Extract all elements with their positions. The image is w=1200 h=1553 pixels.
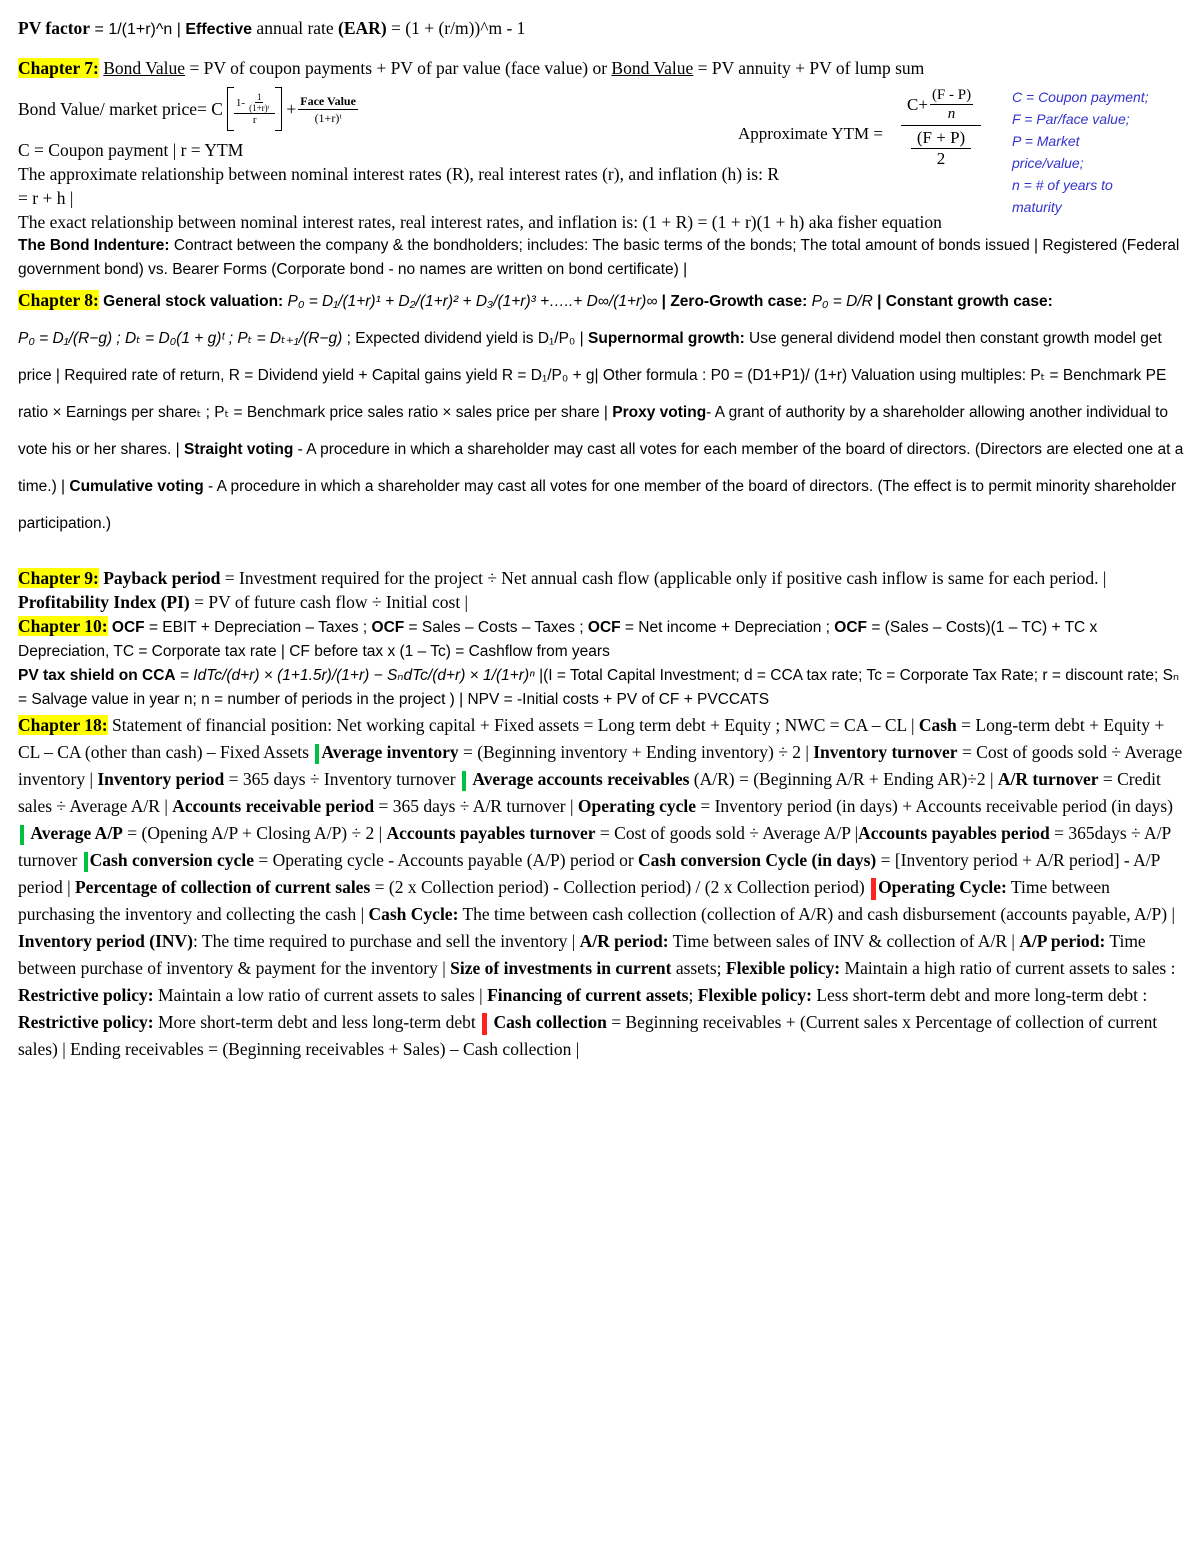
- red-marker: [482, 1013, 487, 1035]
- chapter-10-heading: Chapter 10:: [18, 616, 108, 636]
- pv-factor-line: PV factor = 1/(1+r)^n | Effective annual rate (EAR) = (1 + (r/m))^m - 1: [18, 18, 526, 38]
- face-value-fraction: $\frac{\text{Face Value}}{\text{(1+r)ᵗ}}$: [300, 93, 356, 125]
- red-marker: [871, 878, 876, 900]
- constant-growth-formula: P₀ = D₁/(R−g) ; Dₜ = D₀(1 + g)ᵗ ; Pₜ = Dₜ₊₁/(R−g): [18, 330, 343, 347]
- chapter-9-heading: Chapter 9:: [18, 568, 99, 588]
- ch8-stock-valuation: Chapter 8: General stock valuation: P₀ = D₁/(1+r)¹ + D₂/(1+r)² + D₃/(1+r)³ +…..+ D∞/(1+r)∞ | Zero-Growth case: P₀ = D/R | Constant growth case: P₀ = D₁/(R−g) ; Dₜ = D₀(1 + g)ᵗ ; Pₜ = Dₜ₊₁/(R−g) ; Expected dividend yield is D₁/P₀ | Supernormal growth: Use general dividend model then constant growth model get price | Required rate of return, R = Dividend yield + Capital gains yield R = D₁/P₀ + g| Other formula : P0 = (D1+P1)/ (1+r) Valuation using multiples: Pₜ = Benchmark PE ratio × Earnings per shareₜ ; Pₜ = Benchmark price sales ratio × sales price per share | Proxy voting- A grant of authority by a shareholder allowing another individual to vote his or her shares. | Straight voting - A procedure in which a shareholder may cast all votes for each member of the board of directors. (Directors are elected one at a time.) | Cumulative voting - A procedure in which a shareholder may cast all votes for one member of the board of directors. (The effect is to permit minority shareholder participation.): [18, 290, 1184, 532]
- chapter-8-heading: Chapter 8:: [18, 290, 99, 310]
- green-marker: [462, 771, 466, 791]
- ytm-side-note: C = Coupon payment; F = Par/face value; P = Market price/value; n = # of years to maturity: [1012, 89, 1149, 215]
- approx-relationship: The approximate relationship between nominal interest rates (R), real interest rates (r), and inflation (h) is: R = r + h |: [18, 164, 779, 208]
- cca-formula: = IdTc/(d+r) × (1+1.5r)/(1+r) − SₙdTc/(d+r) × 1/(1+r)ⁿ: [175, 667, 540, 684]
- ch18-working-capital: Chapter 18: Statement of financial position: Net working capital + Fixed assets = Long term debt + Equity ; NWC = CA – CL | Cash = Long-term debt + Equity + CL – CA (other than cash) – Fixed Assets Average inventory = (Beginning inventory + Ending inventory) ÷ 2 | Inventory turnover = Cost of goods sold ÷ Average inventory | Inventory period = 365 days ÷ Inventory turnover Average accounts receivables (A/R) = (Beginning A/R + Ending AR)÷2 | A/R turnover = Credit sales ÷ Average A/R | Accounts receivable period = 365 days ÷ A/R turnover | Operating cycle = Inventory period (in days) + Accounts receivable period (in days) Average A/P = (Opening A/P + Closing A/P) ÷ 2 | Accounts payables turnover = Cost of goods sold ÷ Average A/P |Accounts payables period = 365days ÷ A/P turnover Cash conversion cycle = Operating cycle - Accounts payable (A/P) period or Cash conversion Cycle (in days) = [Inventory period + A/R period] - A/P period | Percentage of collection of current sales = (2 x Collection period) - Collection period) / (2 x Collection period) Operating Cycle: Time between purchasing the inventory and collecting the cash | Cash Cycle: The time between cash collection (collection of A/R) and cash disbursement (accounts payable, A/P) | Inventory period (INV): The time required to purchase and sell the inventory | A/R period: Time between sales of INV & collection of A/R | A/P period: Time between purchase of inventory & payment for the inventory | Size of investments in current assets; Flexible policy: Maintain a high ratio of current assets to sales : Restrictive policy: Maintain a low ratio of current assets to sales | Financing of current assets; Flexible policy: Less short-term debt and more long-term debt : Restrictive policy: More short-term debt and less long-term debt Cash collection = Beginning receivables + (Current sales x Percentage of collection of current sales) | Ending receivables = (Beginning receivables + Sales) – Cash collection |: [18, 715, 1183, 1059]
- general-valuation-formula: P₀ = D₁/(1+r)¹ + D₂/(1+r)² + D₃/(1+r)³ +…..+ D∞/(1+r)∞: [287, 293, 658, 310]
- green-marker: [84, 852, 88, 872]
- bond-value-formula: Bond Value/ market price = C 1- $\frac{1}{\text{(1+r)ᵗ}}$ r + $\frac{\text{Face Value}}{\text{(1+r)ᵗ}}$: [18, 80, 1184, 138]
- ch7-bond-value-definition: Chapter 7: Bond Value = PV of coupon payments + PV of par value (face value) or Bond Value = PV annuity + PV of lump sum: [18, 58, 925, 78]
- approx-ytm-formula: Approximate YTM = C+ $\frac{(F - P)}{n}$ (F + P) 2: [738, 86, 1008, 188]
- annuity-bracket: 1- $\frac{1}{\text{(1+r)ᵗ}}$ r: [227, 87, 282, 131]
- green-marker: [315, 744, 319, 764]
- fisher-equation: The exact relationship between nominal interest rates, real interest rates, and inflation is: (1 + R) = (1 + r)(1 + h) aka fisher equation: [18, 212, 942, 232]
- cheat-sheet: [18, 16, 1184, 1063]
- coupon-line: C = Coupon payment | r = YTM: [18, 140, 244, 160]
- green-marker: [20, 825, 24, 845]
- bond-indenture: The Bond Indenture: Contract between the company & the bondholders; includes: The basic terms of the bonds; The total amount of bonds issued | Registered (Federal government bond) vs. Bearer Forms (Corporate bond - no names are written on bond certificate) |: [18, 237, 1180, 278]
- pv-factor-label: PV factor: [18, 18, 91, 38]
- ch10-ocf: Chapter 10: OCF = EBIT + Depreciation – Taxes ; OCF = Sales – Costs – Taxes ; OCF = Net income + Depreciation ; OCF = (Sales – Costs)(1 – TC) + TC x Depreciation, TC = Corporate tax rate | CF before tax x (1 – Tc) = Cashflow from years PV tax shield on CCA = IdTc/(d+r) × (1+1.5r)/(1+r) − SₙdTc/(d+r) × 1/(1+r)ⁿ |(I = Total Capital Investment; d = CCA tax rate; Tc = Corporate Tax Rate; r = discount rate; Sₙ = Salvage value in year n; n = number of periods in the project ) | NPV = -Initial costs + PV of CF + PVCCATS: [18, 616, 1180, 708]
- chapter-18-heading: Chapter 18:: [18, 715, 108, 735]
- chapter-7-heading: Chapter 7:: [18, 58, 99, 78]
- ch9-payback: Chapter 9: Payback period = Investment required for the project ÷ Net annual cash flow (applicable only if positive cash inflow is same for each period. | Profitability Index (PI) = PV of future cash flow ÷ Initial cost |: [18, 568, 1107, 612]
- cca-label: PV tax shield on CCA: [18, 667, 176, 684]
